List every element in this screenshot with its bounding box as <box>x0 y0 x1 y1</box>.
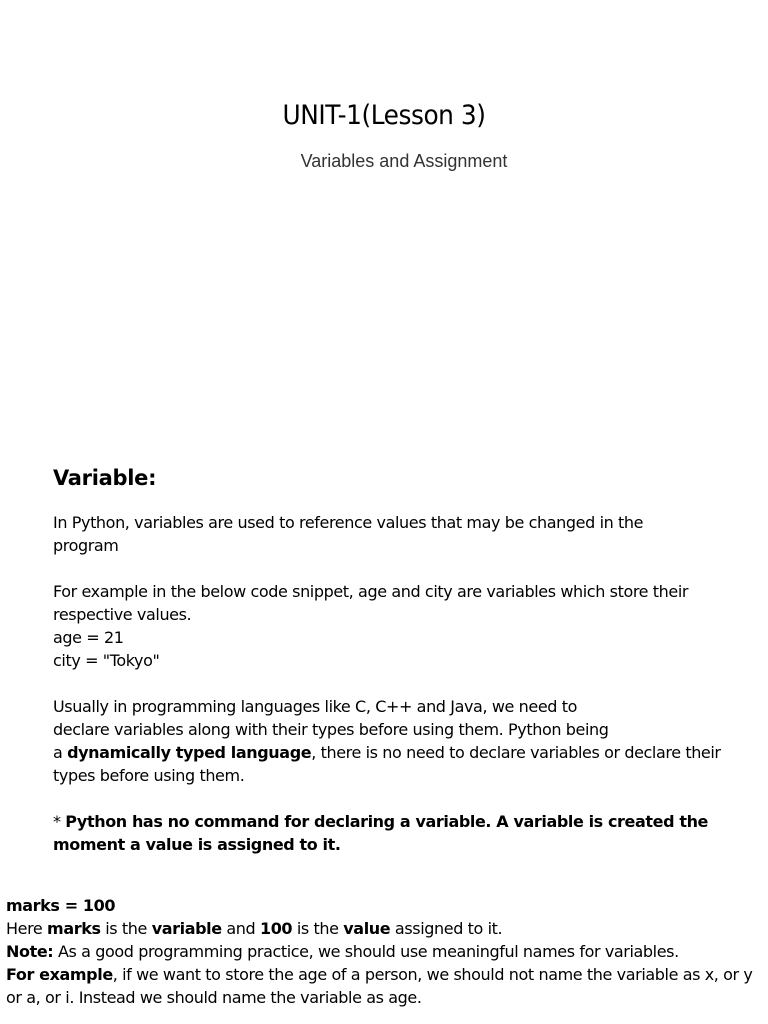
intro-line: program <box>53 536 119 555</box>
value-term: value <box>343 919 391 938</box>
variable-description <box>53 511 743 856</box>
note-body: As a good programming practice, we should use meaningful names for variables. <box>53 942 679 961</box>
example-label: For example <box>6 965 113 984</box>
typing-line: Usually in programming languages like C, C++ and Java, we need to <box>53 697 577 716</box>
paragraph-gap <box>53 557 743 580</box>
variable-name: marks <box>47 919 101 938</box>
dynamic-typing-term: dynamically typed language <box>67 743 312 762</box>
note-text: Python has no command for declaring a variable. A variable is created the <box>65 812 709 831</box>
here-text: is the <box>100 919 152 938</box>
page-subtitle: Variables and Assignment <box>300 151 508 171</box>
note-line <box>6 940 766 963</box>
typing-prefix: a <box>53 743 68 762</box>
example-body: , if we want to store the age of a person, we should not name the variable as x, or y <box>112 965 753 984</box>
note-line <box>53 810 743 833</box>
code-line: city = "Tokyo" <box>53 651 160 670</box>
paragraph-gap <box>53 672 743 695</box>
section-heading: Variable: <box>53 466 157 490</box>
typing-suffix: , there is no need to declare variables or declare their <box>311 743 721 762</box>
here-text: Here <box>6 919 48 938</box>
typing-line: declare variables along with their types before using them. Python being <box>53 720 609 739</box>
note-star: * <box>53 812 66 831</box>
note-text: moment a value is assigned to it. <box>53 835 341 854</box>
variable-term: variable <box>151 919 222 938</box>
intro-line: In Python, variables are used to reference values that may be changed in the <box>53 513 644 532</box>
typing-line: types before using them. <box>53 766 245 785</box>
paragraph-gap <box>53 787 743 810</box>
here-line <box>6 917 766 940</box>
code-example: marks = 100 <box>6 896 116 915</box>
example-line: or a, or i. Instead we should name the variable as age. <box>6 988 422 1007</box>
footer-code-line <box>6 894 766 917</box>
footer-explanation <box>6 894 766 1009</box>
typing-line <box>53 741 743 764</box>
value-number: 100 <box>259 919 293 938</box>
example-line <box>6 963 766 986</box>
example-line: respective values. <box>53 605 192 624</box>
code-line: age = 21 <box>53 628 124 647</box>
page-title: UNIT-1(Lesson 3) <box>282 100 486 131</box>
example-line: For example in the below code snippet, age and city are variables which store their <box>53 582 689 601</box>
here-text: assigned to it. <box>390 919 503 938</box>
note-line <box>53 833 743 856</box>
note-label: Note: <box>6 942 54 961</box>
here-text: and <box>221 919 260 938</box>
here-text: is the <box>292 919 344 938</box>
